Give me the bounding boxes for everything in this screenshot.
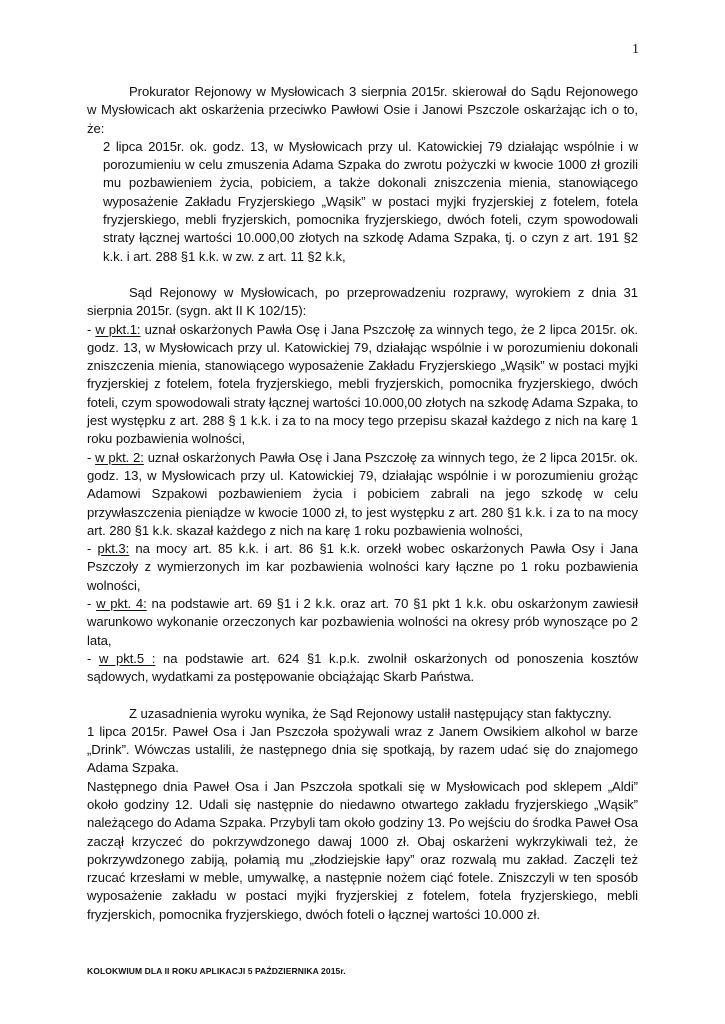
indictment-paragraph: Prokurator Rejonowy w Mysłowicach 3 sierpnia 2015r. skierował do Sądu Rejonowego w Mysłowicach akt oskarżenia przeciwko Pawłowi Osie i Janowi Pszczole oskarżając ich o to, że: <box>87 84 638 136</box>
point-label: w pkt.5 : <box>98 650 156 666</box>
judgment-intro: Sąd Rejonowy w Mysłowicach, po przeprowadzeniu rozprawy, wyrokiem z dnia 31 sierpnia 2015r. (sygn. akt II K 102/15): <box>87 284 638 319</box>
point-label: w pkt. 4: <box>96 596 147 612</box>
page-number: 1 <box>632 42 639 57</box>
page-footer: KOLOKWIUM DLA II ROKU APLIKACJI 5 PAŹDZIERNIKA 2015r. <box>87 966 346 976</box>
judgment-point-2: - w pkt. 2: uznał oskarżonych Pawła Osę i Jana Pszczołę za winnych tego, że 2 lipca 2015r. ok. godz. 13, w Mysłowicach przy ul. Katowickiej 79, działając wspólnie i w porozumieniu grożąc Adamowi Szpakowi pozbawieniem życia i pobiciem zabrali na jego szkodę w celu przywłaszczenia pieniądze w kwocie 1000 zł, to jest występku z art. 280 §1 k.k. i za to na mocy art. 280 §1 k.k. skazał każdego z nich na karę 1 roku pozbawienia wolności, <box>87 449 638 538</box>
point-label: w pkt. 2: <box>95 449 144 465</box>
judgment-point-3: - pkt.3: na mocy art. 85 k.k. i art. 86 §1 k.k. orzekł wobec oskarżonych Pawła Osy i Jana Pszczoły z wymierzonych im kar pozbawienia wolności kary łączne po 1 roku pozbawienia wolności, <box>87 541 638 593</box>
point-label: w pkt.1: <box>95 321 141 337</box>
judgment-point-4: - w pkt. 4: na podstawie art. 69 §1 i 2 k.k. oraz art. 70 §1 pkt 1 k.k. obu oskarżonym zawiesił warunkowo wykonanie orzeczonych kar pozbawienia wolności na okresy prób wynoszące po 2 lata, <box>87 596 639 648</box>
document-body <box>87 83 638 924</box>
judgment-point-5: - w pkt.5 : na podstawie art. 624 §1 k.p.k. zwolnił oskarżonych od ponoszenia kosztów sądowych, wydatkami za postępowanie obciążając Skarb Państwa. <box>87 650 638 685</box>
charge-description: 2 lipca 2015r. ok. godz. 13, w Mysłowicach przy ul. Katowickiej 79 działając wspólnie i w porozumieniu w celu zmuszenia Adama Szpaka do zwrotu pożyczki w kwocie 1000 zł grozili mu pozbawieniem życia, pobiciem, a także dokonali zniszczenia mienia, stanowiącego wyposażenie Zakładu Fryzjerskiego „Wąsik” w postaci myjki fryzjerskiej z fotelem, fotela fryzjerskiego, mebli fryzjerskich, pomocnika fryzjerskiego, dwóch foteli, czym spowodowali straty łącznej wartości 10.000,00 złotych na szkodę Adama Szpaka, tj. o czyn z art. 191 §2 k.k. i art. 288 §1 k.k. w zw. z art. 11 §2 k.k, <box>103 138 638 264</box>
facts-paragraph-1: 1 lipca 2015r. Paweł Osa i Jan Pszczoła spożywali wraz z Janem Owsikiem alkohol w barze „Drink”. Wówczas ustalili, że następnego dnia się spotkają, by razem udać się do znajomego Adama Szpaka. <box>87 723 638 776</box>
facts-paragraph-2: Następnego dnia Paweł Osa i Jan Pszczoła spotkali się w Mysłowicach pod sklepem „Aldi” około godziny 12. Udali się następnie do niedawno otwartego zakładu fryzjerskiego „Wąsik” należącego do Adama Szpaka. Przybyli tam około godziny 13. Po wejściu do środka Paweł Osa zaczął krzyczeć do pokrzywdzonego dawaj 1000 zł. Obaj oskarżeni wykrzykiwali też, że pokrzywdzonego zabiją, połamią mu „złodziejskie łapy” oraz rozwalą mu zakład. Zaczęli też rzucać krzesłami w meble, umywalkę, a następnie nożem ciąć fotele. Zniszczyli w ten sposób wyposażenie zakładu w postaci myjki fryzjerskiej z fotelem, fotela fryzjerskiego, mebli fryzjerskich, pomocnika fryzjerskiego, dwóch foteli o łącznej wartości 10.000 zł. <box>87 778 638 922</box>
spacer <box>87 687 638 705</box>
point-label: pkt.3: <box>97 541 130 557</box>
spacer <box>87 266 638 284</box>
judgment-point-1: - w pkt.1: uznał oskarżonych Pawła Osę i Jana Pszczołę za winnych tego, że 2 lipca 2015r. ok. godz. 13, w Mysłowicach przy ul. Katowickiej 79, działając wspólnie i w porozumieniu dokonali zniszczenia mienia, stanowiącego wyposażenie Zakładu Fryzjerskiego „Wąsik” w postaci myjki fryzjerskiej z fotelem, fotela fryzjerskiego, mebli fryzjerskich, pomocnika fryzjerskiego, dwóch foteli, czym spowodowali straty łącznej wartości 10.000,00 złotych na szkodę Adama Szpaka, to jest występku z art. 288 § 1 k.k. i za to na mocy tego przepisu skazał każdego z nich na karę 1 roku pozbawienia wolności, <box>87 321 638 447</box>
justification-intro: Z uzasadnienia wyroku wynika, że Sąd Rejonowy ustalił następujący stan faktyczny. <box>129 705 612 721</box>
